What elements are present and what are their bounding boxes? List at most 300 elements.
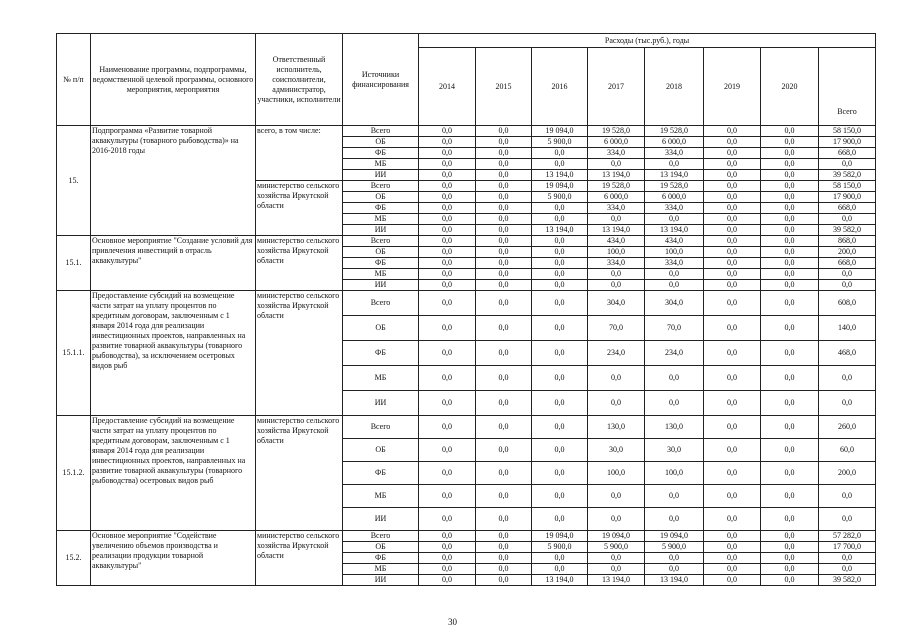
expense-value: 0,0 [761, 203, 819, 214]
expense-value: 260,0 [819, 416, 876, 439]
expense-value: 0,0 [704, 439, 761, 462]
responsible-executor: министерство сельского хозяйства Иркутской области [256, 531, 343, 586]
expense-value: 0,0 [476, 575, 532, 586]
expense-value: 0,0 [819, 280, 876, 291]
expense-value: 130,0 [588, 416, 645, 439]
expense-value: 5 900,0 [532, 192, 588, 203]
expense-value: 130,0 [645, 416, 704, 439]
expense-value: 0,0 [419, 316, 476, 341]
header-expenses: Расходы (тыс.руб.), годы [419, 34, 876, 48]
expense-value: 57 282,0 [819, 531, 876, 542]
expense-value: 100,0 [588, 462, 645, 485]
expense-value: 0,0 [704, 170, 761, 181]
expense-value: 0,0 [476, 553, 532, 564]
header-year-2017: 2017 [588, 48, 645, 126]
table-body [57, 126, 876, 586]
expense-value: 0,0 [476, 280, 532, 291]
expense-value: 0,0 [704, 575, 761, 586]
expense-value: 0,0 [419, 137, 476, 148]
expense-value: 0,0 [761, 159, 819, 170]
expense-value: 0,0 [645, 553, 704, 564]
header-funding-source: Источники финансирования [343, 34, 419, 126]
expense-value: 0,0 [419, 236, 476, 247]
expense-value: 0,0 [476, 291, 532, 316]
table-row [57, 126, 876, 137]
header-year-2018: 2018 [645, 48, 704, 126]
table-row [57, 291, 876, 316]
responsible-executor: министерство сельского хозяйства Иркутской области [256, 181, 343, 236]
expense-value: 0,0 [704, 126, 761, 137]
funding-source: ИИ [343, 575, 419, 586]
expense-value: 0,0 [704, 366, 761, 391]
expense-value: 0,0 [588, 269, 645, 280]
expense-value: 0,0 [761, 269, 819, 280]
expense-value: 0,0 [819, 159, 876, 170]
expense-value: 0,0 [645, 280, 704, 291]
expense-value: 234,0 [645, 341, 704, 366]
expense-value: 0,0 [532, 341, 588, 366]
expense-value: 6 000,0 [588, 137, 645, 148]
expense-value: 5 900,0 [532, 137, 588, 148]
expense-value: 0,0 [761, 137, 819, 148]
expense-value: 0,0 [476, 214, 532, 225]
expense-value: 0,0 [419, 508, 476, 531]
program-name: Предоставление субсидий на возмещение части затрат на уплату процентов по кредитным договорам, заключенным с 1 января 2014 года для реализации инвестиционных проектов, направленных на развитие товарной аквакультуры (товарного рыбоводства) осетровых видов рыб [91, 416, 256, 531]
expense-value: 0,0 [419, 159, 476, 170]
expense-value: 0,0 [476, 316, 532, 341]
expense-value: 0,0 [761, 542, 819, 553]
expense-value: 0,0 [704, 236, 761, 247]
expense-value: 6 000,0 [645, 137, 704, 148]
expense-value: 58 150,0 [819, 181, 876, 192]
expense-value: 39 582,0 [819, 575, 876, 586]
expense-value: 0,0 [419, 553, 476, 564]
expense-value: 0,0 [476, 462, 532, 485]
expense-value: 0,0 [704, 148, 761, 159]
row-number: 15.1.1. [57, 291, 91, 416]
expense-value: 334,0 [588, 258, 645, 269]
program-name: Основное мероприятие "Создание условий для привлечения инвестиций в отрасль аквакультуры" [91, 236, 256, 291]
expense-value: 0,0 [588, 391, 645, 416]
expense-value: 0,0 [419, 291, 476, 316]
expense-value: 334,0 [588, 203, 645, 214]
expense-value: 0,0 [419, 170, 476, 181]
expense-value: 0,0 [761, 439, 819, 462]
expense-value: 0,0 [704, 291, 761, 316]
expense-value: 868,0 [819, 236, 876, 247]
funding-source: ОБ [343, 137, 419, 148]
expense-value: 0,0 [476, 542, 532, 553]
expense-value: 0,0 [419, 391, 476, 416]
expense-value: 19 528,0 [645, 181, 704, 192]
expense-value: 19 528,0 [588, 126, 645, 137]
expense-value: 13 194,0 [588, 575, 645, 586]
responsible-executor: всего, в том числе: [256, 126, 343, 181]
expense-value: 5 900,0 [588, 542, 645, 553]
expense-value: 0,0 [419, 575, 476, 586]
funding-source: ИИ [343, 280, 419, 291]
expense-value: 0,0 [476, 531, 532, 542]
expense-value: 0,0 [419, 462, 476, 485]
expense-value: 0,0 [532, 269, 588, 280]
expense-value: 0,0 [532, 280, 588, 291]
expense-value: 334,0 [645, 148, 704, 159]
expense-value: 0,0 [419, 181, 476, 192]
expense-value: 0,0 [532, 247, 588, 258]
expense-value: 70,0 [588, 316, 645, 341]
expense-value: 0,0 [419, 439, 476, 462]
expense-value: 0,0 [704, 214, 761, 225]
expense-value: 39 582,0 [819, 225, 876, 236]
expense-value: 304,0 [588, 291, 645, 316]
funding-source: Всего [343, 181, 419, 192]
expense-value: 0,0 [761, 280, 819, 291]
expense-value: 0,0 [532, 508, 588, 531]
expense-value: 0,0 [419, 192, 476, 203]
expense-value: 0,0 [761, 462, 819, 485]
program-name: Предоставление субсидий на возмещение части затрат на уплату процентов по кредитным договорам, заключенным с 1 января 2014 года для реализации инвестиционных проектов, направленных на развитие товарной аквакультуры (товарного рыбоводства), за исключением осетровых видов рыб [91, 291, 256, 416]
expense-value: 0,0 [476, 485, 532, 508]
header-year-2016: 2016 [532, 48, 588, 126]
expense-value: 234,0 [588, 341, 645, 366]
budget-table [56, 33, 876, 586]
expense-value: 13 194,0 [532, 170, 588, 181]
expense-value: 0,0 [532, 159, 588, 170]
responsible-executor: министерство сельского хозяйства Иркутской области [256, 236, 343, 291]
expense-value: 0,0 [419, 225, 476, 236]
expense-value: 0,0 [645, 159, 704, 170]
expense-value: 17 900,0 [819, 137, 876, 148]
expense-value: 0,0 [476, 148, 532, 159]
page-number: 30 [448, 617, 457, 627]
expense-value: 0,0 [704, 159, 761, 170]
expense-value: 19 094,0 [588, 531, 645, 542]
expense-value: 608,0 [819, 291, 876, 316]
expense-value: 0,0 [645, 485, 704, 508]
expense-value: 0,0 [645, 391, 704, 416]
expense-value: 0,0 [704, 564, 761, 575]
expense-value: 13 194,0 [532, 575, 588, 586]
funding-source: Всего [343, 236, 419, 247]
expense-value: 0,0 [532, 236, 588, 247]
expense-value: 0,0 [645, 508, 704, 531]
expense-value: 0,0 [588, 485, 645, 508]
row-number: 15.1. [57, 236, 91, 291]
expense-value: 0,0 [761, 416, 819, 439]
expense-value: 13 194,0 [645, 575, 704, 586]
expense-value: 304,0 [645, 291, 704, 316]
expense-value: 0,0 [476, 564, 532, 575]
expense-value: 0,0 [761, 341, 819, 366]
expense-value: 0,0 [704, 462, 761, 485]
expense-value: 0,0 [819, 391, 876, 416]
expense-value: 0,0 [704, 531, 761, 542]
expense-value: 13 194,0 [588, 170, 645, 181]
expense-value: 0,0 [704, 416, 761, 439]
expense-value: 0,0 [419, 269, 476, 280]
funding-source: ИИ [343, 508, 419, 531]
expense-value: 0,0 [761, 148, 819, 159]
expense-value: 0,0 [704, 391, 761, 416]
expense-value: 0,0 [476, 159, 532, 170]
expense-value: 0,0 [476, 225, 532, 236]
expense-value: 30,0 [645, 439, 704, 462]
funding-source: ИИ [343, 225, 419, 236]
expense-value: 0,0 [419, 148, 476, 159]
expense-value: 0,0 [761, 225, 819, 236]
expense-value: 0,0 [704, 192, 761, 203]
funding-source: Всего [343, 531, 419, 542]
expense-value: 19 528,0 [588, 181, 645, 192]
expense-value: 0,0 [532, 203, 588, 214]
expense-value: 0,0 [476, 170, 532, 181]
expense-value: 0,0 [704, 258, 761, 269]
expense-value: 13 194,0 [532, 225, 588, 236]
expense-value: 0,0 [761, 126, 819, 137]
funding-source: ОБ [343, 192, 419, 203]
expense-value: 468,0 [819, 341, 876, 366]
expense-value: 0,0 [419, 542, 476, 553]
expense-value: 30,0 [588, 439, 645, 462]
expense-value: 0,0 [532, 416, 588, 439]
responsible-executor: министерство сельского хозяйства Иркутской области [256, 291, 343, 416]
expense-value: 0,0 [761, 575, 819, 586]
expense-value: 0,0 [761, 192, 819, 203]
expense-value: 13 194,0 [645, 225, 704, 236]
expense-value: 668,0 [819, 148, 876, 159]
funding-source: МБ [343, 269, 419, 280]
expense-value: 0,0 [704, 542, 761, 553]
expense-value: 0,0 [645, 269, 704, 280]
expense-value: 0,0 [419, 258, 476, 269]
expense-value: 0,0 [761, 236, 819, 247]
row-number: 15.2. [57, 531, 91, 586]
expense-value: 0,0 [704, 203, 761, 214]
expense-value: 58 150,0 [819, 126, 876, 137]
expense-value: 0,0 [419, 126, 476, 137]
expense-value: 0,0 [704, 485, 761, 508]
expense-value: 0,0 [419, 485, 476, 508]
expense-value: 0,0 [761, 291, 819, 316]
expense-value: 0,0 [419, 564, 476, 575]
expense-value: 19 094,0 [532, 181, 588, 192]
expense-value: 0,0 [476, 439, 532, 462]
expense-value: 434,0 [588, 236, 645, 247]
header-responsible: Ответственный исполнитель, соисполнители, администратор, участники, исполнители [256, 34, 343, 126]
expense-value: 0,0 [819, 485, 876, 508]
expense-value: 0,0 [704, 225, 761, 236]
header-year-2015: 2015 [476, 48, 532, 126]
expense-value: 0,0 [419, 214, 476, 225]
expense-value: 60,0 [819, 439, 876, 462]
expense-value: 334,0 [645, 258, 704, 269]
expense-value: 0,0 [761, 508, 819, 531]
expense-value: 334,0 [645, 203, 704, 214]
expense-value: 0,0 [761, 258, 819, 269]
expense-value: 0,0 [476, 181, 532, 192]
expense-value: 0,0 [532, 214, 588, 225]
expense-value: 0,0 [819, 269, 876, 280]
expense-value: 17 700,0 [819, 542, 876, 553]
expense-value: 0,0 [704, 269, 761, 280]
expense-value: 6 000,0 [588, 192, 645, 203]
expense-value: 0,0 [532, 291, 588, 316]
expense-value: 0,0 [532, 258, 588, 269]
funding-source: ОБ [343, 316, 419, 341]
funding-source: МБ [343, 366, 419, 391]
expense-value: 140,0 [819, 316, 876, 341]
expense-value: 100,0 [645, 462, 704, 485]
expense-value: 19 094,0 [645, 531, 704, 542]
funding-source: ФБ [343, 203, 419, 214]
program-name: Подпрограмма «Развитие товарной аквакультуры (товарного рыбоводства)» на 2016-2018 годы [91, 126, 256, 236]
expense-value: 0,0 [419, 531, 476, 542]
expense-value: 0,0 [761, 553, 819, 564]
funding-source: ОБ [343, 247, 419, 258]
expense-value: 19 094,0 [532, 126, 588, 137]
funding-source: МБ [343, 159, 419, 170]
expense-value: 0,0 [419, 203, 476, 214]
expense-value: 668,0 [819, 258, 876, 269]
funding-source: ФБ [343, 462, 419, 485]
expense-value: 100,0 [588, 247, 645, 258]
expense-value: 0,0 [761, 247, 819, 258]
expense-value: 0,0 [588, 564, 645, 575]
expense-value: 0,0 [761, 170, 819, 181]
expense-value: 0,0 [645, 214, 704, 225]
expense-value: 434,0 [645, 236, 704, 247]
expense-value: 0,0 [588, 366, 645, 391]
expense-value: 0,0 [588, 214, 645, 225]
table-row [57, 531, 876, 542]
funding-source: МБ [343, 564, 419, 575]
funding-source: ФБ [343, 258, 419, 269]
expense-value: 0,0 [645, 564, 704, 575]
expense-value: 0,0 [476, 366, 532, 391]
expense-value: 5 900,0 [532, 542, 588, 553]
expense-value: 0,0 [588, 280, 645, 291]
expense-value: 200,0 [819, 247, 876, 258]
expense-value: 6 000,0 [645, 192, 704, 203]
expense-value: 0,0 [532, 148, 588, 159]
expense-value: 0,0 [532, 462, 588, 485]
expense-value: 17 900,0 [819, 192, 876, 203]
row-number: 15. [57, 126, 91, 236]
expense-value: 0,0 [532, 485, 588, 508]
expense-value: 0,0 [761, 214, 819, 225]
funding-source: ОБ [343, 542, 419, 553]
expense-value: 0,0 [761, 316, 819, 341]
expense-value: 19 094,0 [532, 531, 588, 542]
expense-value: 0,0 [532, 564, 588, 575]
expense-value: 0,0 [761, 181, 819, 192]
row-number: 15.1.2. [57, 416, 91, 531]
funding-source: ФБ [343, 553, 419, 564]
expense-value: 0,0 [588, 159, 645, 170]
funding-source: МБ [343, 485, 419, 508]
expense-value: 0,0 [476, 203, 532, 214]
expense-value: 0,0 [476, 126, 532, 137]
expense-value: 100,0 [645, 247, 704, 258]
expense-value: 0,0 [819, 366, 876, 391]
funding-source: ОБ [343, 439, 419, 462]
expense-value: 0,0 [419, 366, 476, 391]
funding-source: ФБ [343, 341, 419, 366]
expense-value: 0,0 [532, 366, 588, 391]
expense-value: 0,0 [419, 416, 476, 439]
expense-value: 0,0 [704, 508, 761, 531]
funding-source: Всего [343, 126, 419, 137]
expense-value: 0,0 [476, 269, 532, 280]
expense-value: 5 900,0 [645, 542, 704, 553]
expense-value: 0,0 [704, 280, 761, 291]
expense-value: 0,0 [819, 553, 876, 564]
expense-value: 0,0 [819, 214, 876, 225]
expense-value: 0,0 [476, 341, 532, 366]
responsible-executor: министерство сельского хозяйства Иркутской области [256, 416, 343, 531]
expense-value: 70,0 [645, 316, 704, 341]
expense-value: 0,0 [476, 236, 532, 247]
expense-value: 0,0 [532, 391, 588, 416]
expense-value: 0,0 [419, 341, 476, 366]
expense-value: 0,0 [476, 192, 532, 203]
expense-value: 19 528,0 [645, 126, 704, 137]
funding-source: Всего [343, 416, 419, 439]
header-total: Всего [819, 48, 876, 126]
expense-value: 39 582,0 [819, 170, 876, 181]
expense-value: 13 194,0 [588, 225, 645, 236]
funding-source: Всего [343, 291, 419, 316]
header-year-2014: 2014 [419, 48, 476, 126]
expense-value: 0,0 [704, 181, 761, 192]
expense-value: 0,0 [704, 316, 761, 341]
funding-source: ФБ [343, 148, 419, 159]
expense-value: 0,0 [476, 391, 532, 416]
expense-value: 0,0 [532, 553, 588, 564]
table-row [57, 236, 876, 247]
expense-value: 200,0 [819, 462, 876, 485]
header-year-2020: 2020 [761, 48, 819, 126]
header-program-name: Наименование программы, подпрограммы, ведомственной целевой программы, основного мероприятия, мероприятия [91, 34, 256, 126]
expense-value: 0,0 [419, 280, 476, 291]
expense-value: 0,0 [532, 316, 588, 341]
expense-value: 0,0 [704, 137, 761, 148]
funding-source: ИИ [343, 391, 419, 416]
expense-value: 0,0 [704, 341, 761, 366]
expense-value: 334,0 [588, 148, 645, 159]
expense-value: 0,0 [645, 366, 704, 391]
expense-value: 0,0 [419, 247, 476, 258]
expense-value: 0,0 [476, 137, 532, 148]
expense-value: 0,0 [761, 366, 819, 391]
expense-value: 0,0 [819, 508, 876, 531]
funding-source: МБ [343, 214, 419, 225]
table-row [57, 416, 876, 439]
expense-value: 0,0 [704, 247, 761, 258]
expense-value: 0,0 [588, 553, 645, 564]
expense-value: 0,0 [532, 439, 588, 462]
expense-value: 0,0 [476, 416, 532, 439]
program-name: Основное мероприятие "Содействие увеличению объемов производства и реализации продукции товарной аквакультуры" [91, 531, 256, 586]
expense-value: 0,0 [476, 508, 532, 531]
expense-value: 0,0 [761, 391, 819, 416]
expense-value: 0,0 [761, 564, 819, 575]
expense-value: 0,0 [704, 553, 761, 564]
funding-source: ИИ [343, 170, 419, 181]
expense-value: 668,0 [819, 203, 876, 214]
expense-value: 0,0 [761, 531, 819, 542]
header-number: № п/п [57, 34, 91, 126]
